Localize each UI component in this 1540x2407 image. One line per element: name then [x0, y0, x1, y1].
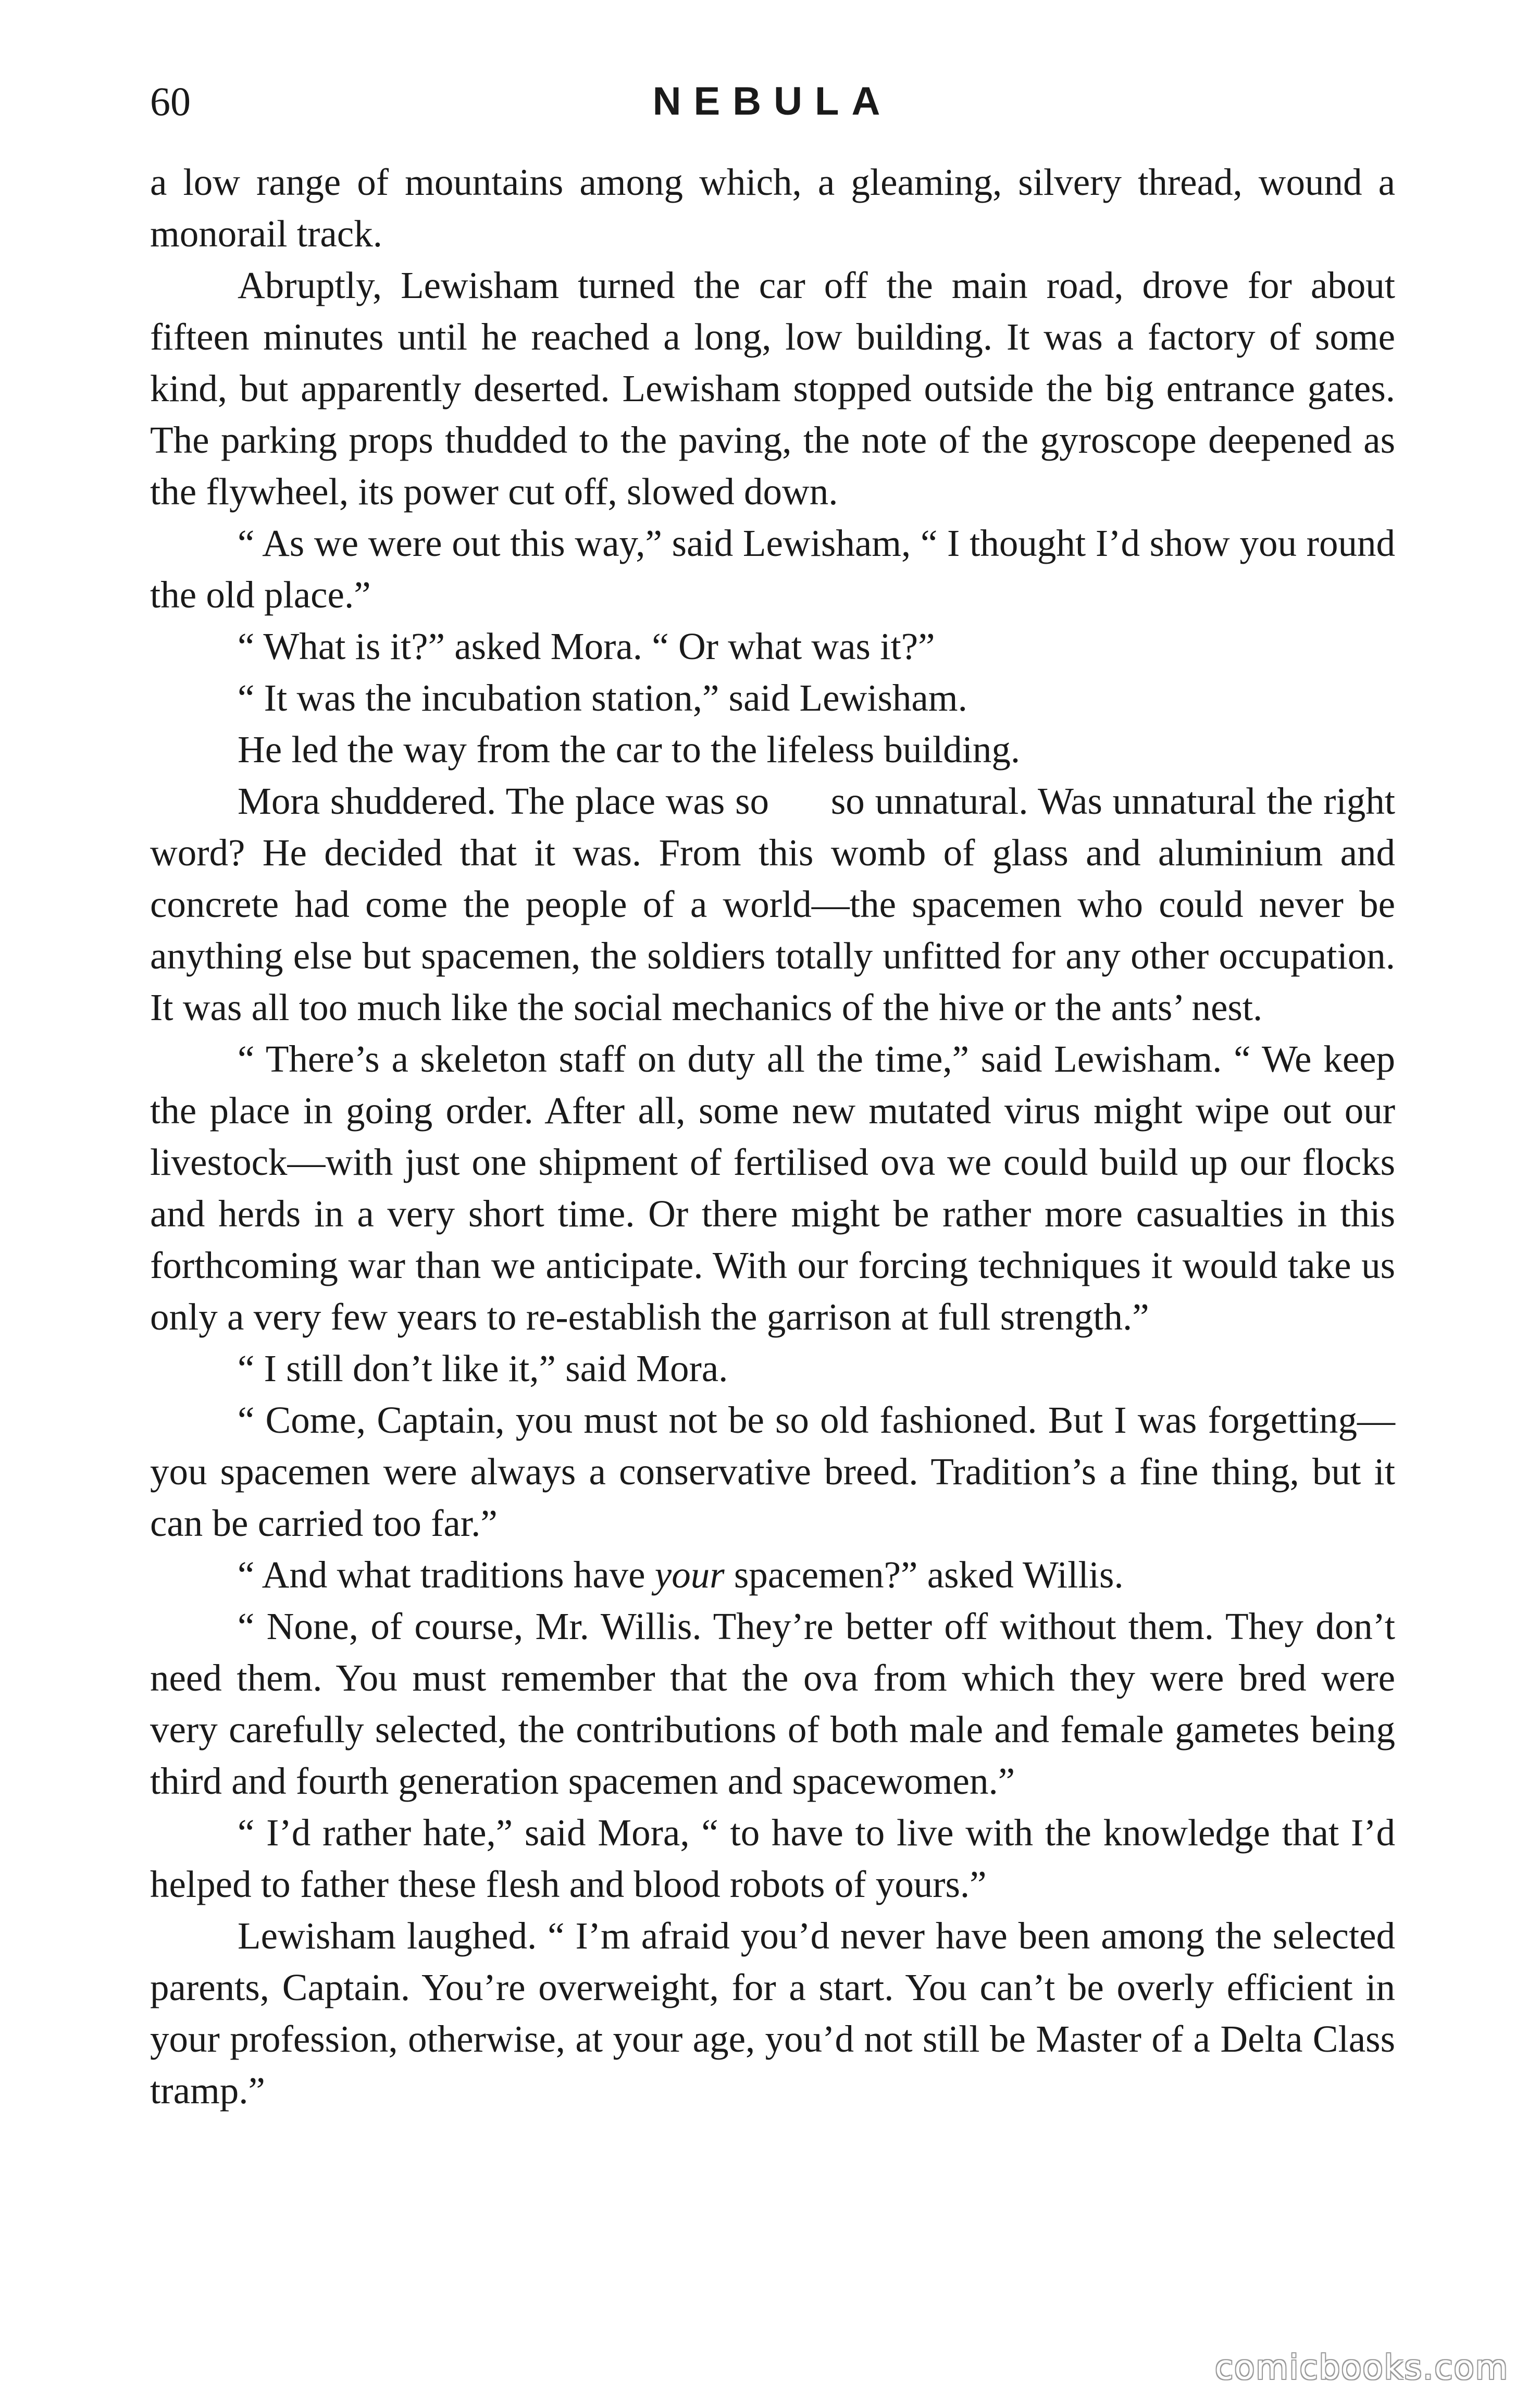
- paragraph: a low range of mountains among which, a gleaming, silvery thread, wound a monorail track.: [150, 161, 1395, 255]
- paragraph: Lewisham laughed. “ I’m afraid you’d never have been among the selected parents, Captain. You’re overweight, for a start. You can’t be overly efficient in your profession, otherwise, at your age, you’d not still be Master of a Delta Class tramp.”: [150, 1915, 1395, 2112]
- paragraph: “ None, of course, Mr. Willis. They’re better off without them. They don’t need them. You must remember that the ova from which they were bred were very carefully selected, the contributions of both male and female gametes being third and fourth generation spacemen and spacewomen.”: [150, 1605, 1395, 1802]
- running-head: NEBULA: [652, 79, 893, 123]
- paragraph: “ I’d rather hate,” said Mora, “ to have to live with the knowledge that I’d helped to father these flesh and blood robots of yours.”: [150, 1812, 1395, 1905]
- paragraph: “ There’s a skeleton staff on duty all the time,” said Lewisham. “ We keep the place in going order. After all, some new mutated virus might wipe out our livestock—with just one shipment of fertilised ova we could build up our flocks and herds in a very short time. Or there might be rather more casualties in this forthcoming war than we anticipate. With our forcing techniques it would take us only a very few years to re-establish the garrison at full strength.”: [150, 1038, 1395, 1338]
- emphasis-text: your: [654, 1554, 725, 1596]
- paragraph: “ Come, Captain, you must not be so old fashioned. But I was forgetting—you spacemen were always a conservative breed. Tradition’s a fine thing, but it can be carried too far.”: [150, 1399, 1395, 1544]
- paragraph: “ As we were out this way,” said Lewisham, “ I thought I’d show you round the old place.”: [150, 522, 1395, 616]
- paragraph-text: “ And what traditions have: [238, 1554, 655, 1596]
- paragraph: “ I still don’t like it,” said Mora.: [238, 1347, 728, 1389]
- paragraph-text: spacemen?” asked Willis.: [724, 1554, 1124, 1596]
- paragraph: Abruptly, Lewisham turned the car off the main road, drove for about fifteen minutes until he reached a long, low building. It was a factory of some kind, but apparently deserted. Lewisham stopped outside the big entrance gates. The parking props thudded to the paving, the note of the gyroscope deepened as the flywheel, its power cut off, slowed down.: [150, 264, 1395, 513]
- watermark: comicbooks.com: [1214, 2349, 1509, 2387]
- page-number: 60: [150, 79, 191, 124]
- body-text: [150, 156, 1395, 2116]
- paragraph: [150, 1549, 1395, 1600]
- paragraph: “ What is it?” asked Mora. “ Or what was it?”: [238, 625, 935, 667]
- paragraph: “ It was the incubation station,” said Lewisham.: [238, 677, 967, 719]
- paragraph: Mora shuddered. The place was so so unnatural. Was unnatural the right word? He decided that it was. From this womb of glass and aluminium and concrete had come the people of a world—the spacemen who could never be anything else but spacemen, the soldiers totally unfitted for any other occupation. It was all too much like the social mechanics of the hive or the ants’ nest.: [150, 780, 1395, 1028]
- page-header: [150, 73, 1395, 130]
- paragraph: He led the way from the car to the lifeless building.: [238, 728, 1021, 771]
